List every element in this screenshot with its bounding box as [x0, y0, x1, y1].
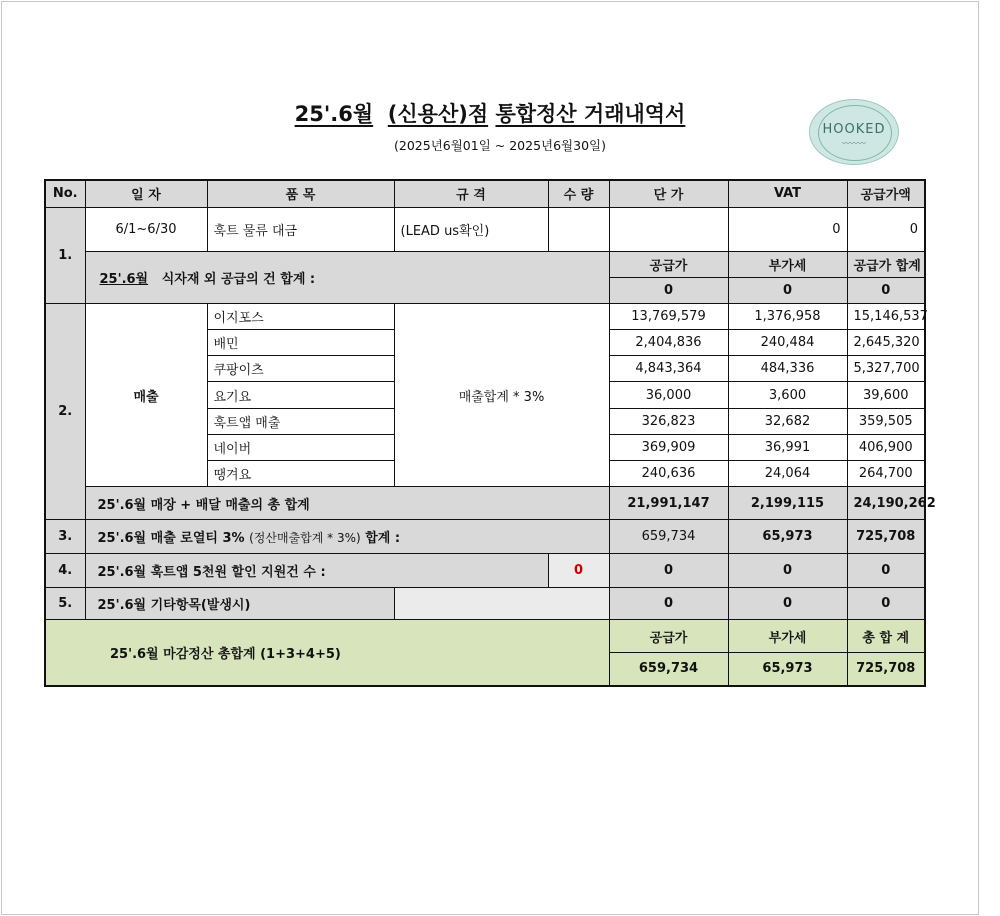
s4-vat: 0	[728, 554, 847, 588]
s2-total: 5,327,700	[847, 356, 925, 382]
s1-unit-price	[609, 207, 728, 251]
s2-total: 264,700	[847, 461, 925, 487]
s3-supply: 659,734	[609, 520, 728, 554]
s4-supply: 0	[609, 554, 728, 588]
s2-vat: 484,336	[728, 356, 847, 382]
s2-vat: 240,484	[728, 330, 847, 356]
s1-tax: 0	[728, 277, 847, 303]
s5-vat: 0	[728, 588, 847, 620]
header-item: 품 목	[207, 180, 394, 207]
s4-number: 4.	[45, 554, 85, 588]
header-vat: VAT	[728, 180, 847, 207]
s5-total: 0	[847, 588, 925, 620]
s1-col-supply: 공급가	[609, 251, 728, 277]
title-month: 25'.6월	[294, 102, 374, 126]
s1-col-tax: 부가세	[728, 251, 847, 277]
header-unit-price: 단 가	[609, 180, 728, 207]
s3-label-b: (정산매출합계 * 3%)	[249, 531, 361, 546]
s1-total: 0	[847, 277, 925, 303]
s2-sum-total: 24,190,262	[847, 487, 925, 520]
final-header-row	[45, 620, 925, 653]
s1-vat: 0	[728, 207, 847, 251]
s2-vat: 3,600	[728, 382, 847, 408]
brand-logo	[809, 99, 899, 165]
s1-subtotal-label	[85, 251, 609, 303]
s1-subtotal-text: 식자재 외 공급의 건 합계 :	[161, 271, 316, 287]
s2-supply: 326,823	[609, 408, 728, 434]
s2-sum-vat: 2,199,115	[728, 487, 847, 520]
s5-input-cell	[394, 588, 609, 620]
s4-label: 25'.6월 훅트앱 5천원 할인 지원건 수 :	[85, 554, 548, 588]
s1-date: 6/1~6/30	[85, 207, 207, 251]
s2-channel: 요기요	[207, 382, 394, 408]
s4-row	[45, 554, 925, 588]
header-amount: 공급가액	[847, 180, 925, 207]
s4-total: 0	[847, 554, 925, 588]
s3-label	[85, 520, 609, 554]
s2-channel: 쿠팡이츠	[207, 356, 394, 382]
s2-channel: 배민	[207, 330, 394, 356]
s2-vat: 24,064	[728, 461, 847, 487]
s2-supply: 2,404,836	[609, 330, 728, 356]
s1-col-total: 공급가 합계	[847, 251, 925, 277]
header-row	[45, 180, 925, 207]
header-qty: 수 량	[548, 180, 609, 207]
s3-label-c: 합계 :	[360, 531, 401, 547]
s2-category: 매출	[85, 303, 207, 486]
s1-item: 훅트 물류 대금	[207, 207, 394, 251]
title-rest: 통합정산 거래내역서	[495, 102, 686, 126]
s2-sum-row	[45, 487, 925, 520]
s1-subtotal-header-row	[45, 251, 925, 277]
s2-supply: 36,000	[609, 382, 728, 408]
s2-sum-label: 25'.6월 매장 + 배달 매출의 총 합계	[85, 487, 609, 520]
s2-supply: 13,769,579	[609, 303, 728, 329]
header-spec: 규 격	[394, 180, 548, 207]
s1-item-row	[45, 207, 925, 251]
settlement-table	[44, 179, 936, 687]
s2-vat: 1,376,958	[728, 303, 847, 329]
s2-number: 2.	[45, 303, 85, 519]
s2-total: 39,600	[847, 382, 925, 408]
s3-label-a: 25'.6월 매출 로열티 3%	[97, 531, 250, 547]
s2-channel: 이지포스	[207, 303, 394, 329]
final-col-supply: 공급가	[609, 620, 728, 653]
s3-row	[45, 520, 925, 554]
s2-channel: 훅트앱 매출	[207, 408, 394, 434]
s5-number: 5.	[45, 588, 85, 620]
wave-icon: 〰〰〰	[842, 139, 866, 148]
header-date: 일 자	[85, 180, 207, 207]
s5-label: 25'.6월 기타항목(발생시)	[85, 588, 394, 620]
s5-row	[45, 588, 925, 620]
s1-supply: 0	[609, 277, 728, 303]
final-label: 25'.6월 마감정산 총합계 (1+3+4+5)	[45, 620, 609, 686]
s2-vat: 36,991	[728, 434, 847, 460]
final-col-tax: 부가세	[728, 620, 847, 653]
s2-total: 2,645,320	[847, 330, 925, 356]
title-store: (신용산)점	[387, 102, 489, 126]
s3-number: 3.	[45, 520, 85, 554]
settlement-period: (2025년6월01일 ~ 2025년6월30일)	[394, 138, 606, 153]
s2-total: 406,900	[847, 434, 925, 460]
s1-subtotal-month: 25'.6월	[99, 271, 149, 287]
s4-qty: 0	[548, 554, 609, 588]
s2-channel: 네이버	[207, 434, 394, 460]
s2-formula: 매출합계 * 3%	[394, 303, 609, 486]
s2-row	[45, 303, 925, 329]
s2-channel: 땡겨요	[207, 461, 394, 487]
s2-sum-supply: 21,991,147	[609, 487, 728, 520]
s2-total: 15,146,537	[847, 303, 925, 329]
s1-qty	[548, 207, 609, 251]
s2-vat: 32,682	[728, 408, 847, 434]
final-total: 725,708	[847, 653, 925, 686]
final-tax: 65,973	[728, 653, 847, 686]
s2-total: 359,505	[847, 408, 925, 434]
s1-number: 1.	[45, 207, 85, 303]
s3-total: 725,708	[847, 520, 925, 554]
s1-amount: 0	[847, 207, 925, 251]
header-no: No.	[45, 180, 85, 207]
final-col-total: 총 합 계	[847, 620, 925, 653]
s3-vat: 65,973	[728, 520, 847, 554]
s1-spec: (LEAD us확인)	[394, 207, 548, 251]
s5-supply: 0	[609, 588, 728, 620]
s2-supply: 240,636	[609, 461, 728, 487]
s2-supply: 369,909	[609, 434, 728, 460]
s2-supply: 4,843,364	[609, 356, 728, 382]
final-supply: 659,734	[609, 653, 728, 686]
logo-text: HOOKED	[822, 122, 886, 137]
